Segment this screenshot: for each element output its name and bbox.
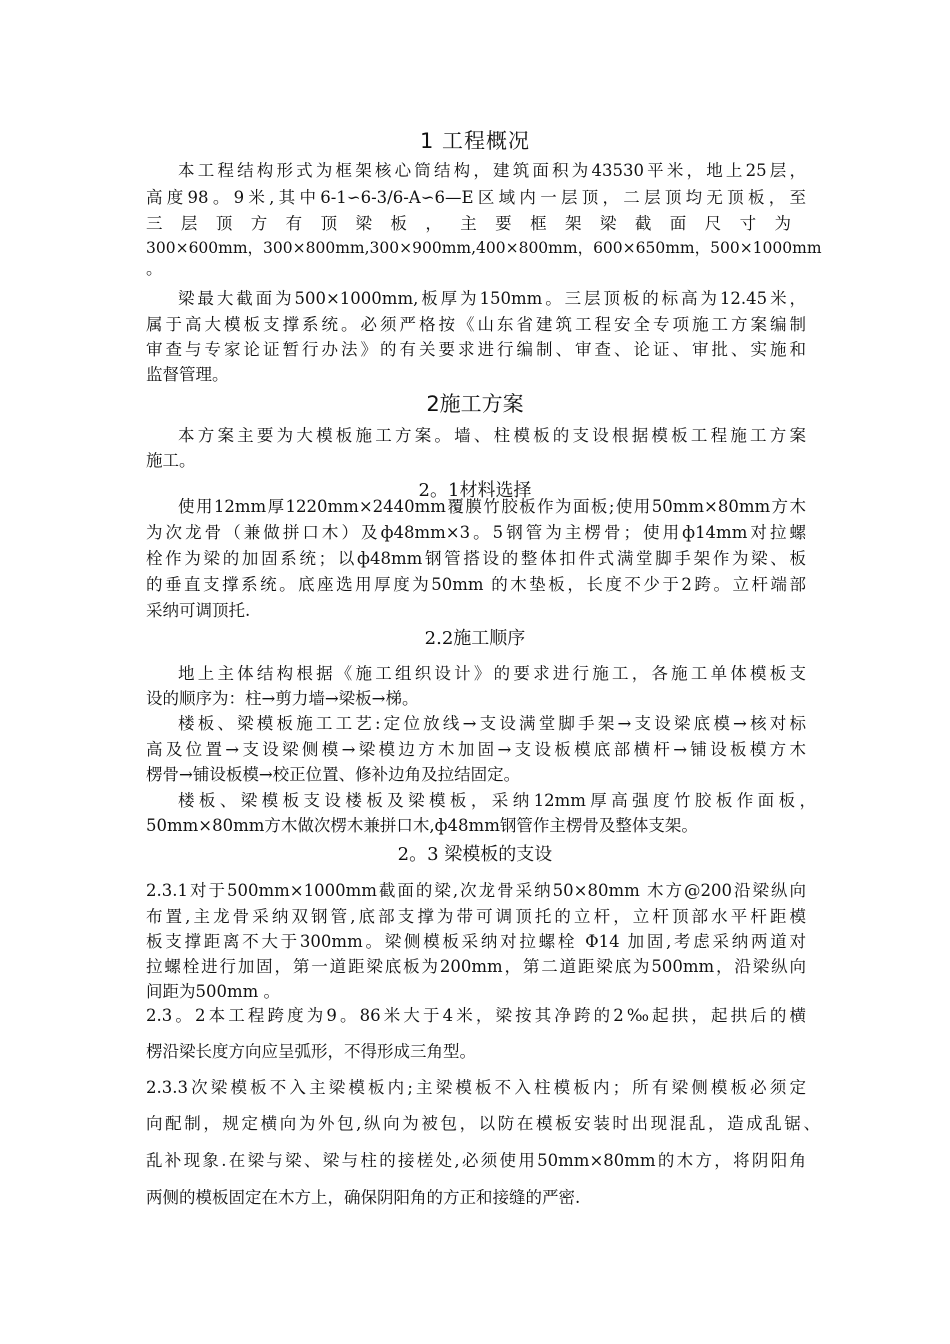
paragraph-line: 地上主体结构根据《施工组织设计》的要求进行施工，各施工单体模板支	[178, 664, 806, 683]
section-2-3-title: 2。3 梁模板的支设	[397, 844, 553, 865]
paragraph-line: 为次龙骨（兼做拼口木）及ф48mm×3。5钢管为主楞骨；使用ф14mm对拉螺	[146, 523, 806, 542]
section-2-2-title: 2.2施工顺序	[424, 628, 526, 649]
paragraph-line: 施工。	[146, 451, 196, 470]
paragraph-line: 监督管理。	[146, 365, 229, 384]
paragraph-line: 2.3。2本工程跨度为9。86米大于4米，梁按其净跨的2‰起拱，起拱后的横	[146, 1006, 806, 1025]
paragraph-line: 本工程结构形式为框架核心筒结构，建筑面积为43530平米，地上25层，	[178, 161, 806, 180]
paragraph-line: 楞骨→铺设板模→校正位置、修补边角及拉结固定。	[146, 765, 521, 784]
paragraph-line: 50mm×80mm方木做次楞木兼拼口木,ф48mm钢管作主楞骨及整体支架。	[146, 816, 698, 835]
paragraph-line: 两侧的模板固定在木方上，确保阴阳角的方正和接缝的严密.	[146, 1188, 581, 1207]
paragraph-line: 梁最大截面为500×1000mm,板厚为150mm。三层顶板的标高为12.45米，	[178, 289, 806, 308]
paragraph-line: 2.3.3次梁模板不入主梁模板内;主梁模板不入柱模板内；所有梁侧模板必须定	[146, 1078, 806, 1097]
paragraph-line: 本方案主要为大模板施工方案。墙、柱模板的支设根据模板工程施工方案	[178, 426, 806, 445]
section-2-1-title: 2。1材料选择	[418, 480, 532, 501]
paragraph-line: 楼板、梁模板施工工艺:定位放线→支设满堂脚手架→支设梁底模→核对标	[178, 714, 806, 733]
paragraph-line: 间距为500mm 。	[146, 982, 281, 1001]
paragraph-line: 的垂直支撑系统。底座选用厚度为50mm 的木垫板，长度不少于2跨。立杆端部	[146, 575, 806, 594]
paragraph-line: 使用12mm厚1220mm×2440mm覆膜竹胶板作为面板;使用50mm×80mm方木	[178, 497, 806, 516]
paragraph-line: 设的顺序为：柱→剪力墙→梁板→梯。	[146, 689, 419, 708]
paragraph-line: 2.3.1对于500mm×1000mm截面的梁,次龙骨采纳50×80mm 木方@200沿梁纵向	[146, 881, 806, 900]
paragraph-line: 拉螺栓进行加固，第一道距梁底板为200mm，第二道距梁底为500mm，沿梁纵向	[146, 957, 806, 976]
section-1-title: 1 工程概况	[419, 129, 531, 153]
paragraph-line: 属于高大模板支撑系统。必须严格按《山东省建筑工程安全专项施工方案编制	[146, 315, 806, 334]
paragraph-line: 高度98。9米,其中6-1∽6-3/6-A∽6—E区域内一层顶，二层顶均无顶板，至	[146, 188, 806, 207]
paragraph-line: 三层顶方有顶梁板，主要框架梁截面尺寸为	[146, 214, 806, 233]
paragraph-line: 楼板、梁模板支设楼板及梁模板，采纳12mm厚高强度竹胶板作面板，	[178, 791, 816, 810]
paragraph-line: 采纳可调顶托.	[146, 601, 251, 620]
paragraph-line: 300×600mm，300×800mm,300×900mm,400×800mm，600×650mm，500×1000mm	[146, 239, 822, 257]
paragraph-line: 高及位置→支设梁侧模→梁模边方木加固→支设板模底部横杆→铺设板模方木	[146, 740, 806, 759]
paragraph-line: 栓作为梁的加固系统；以ф48mm钢管搭设的整体扣件式满堂脚手架作为梁、板	[146, 549, 806, 568]
paragraph-line: 板支撑距离不大于300mm。梁侧模板采纳对拉螺栓 Φ14 加固,考虑采纳两道对	[146, 932, 806, 951]
paragraph-line: 楞沿梁长度方向应呈弧形，不得形成三角型。	[146, 1042, 476, 1061]
paragraph-line: 布置,主龙骨采纳双钢管,底部支撑为带可调顶托的立杆，立杆顶部水平杆距模	[146, 907, 806, 926]
paragraph-line: 向配制，规定横向为外包,纵向为被包，以防在模板安装时出现混乱，造成乱锯、	[146, 1114, 820, 1133]
paragraph-line: 。	[146, 259, 163, 278]
paragraph-line: 乱补现象.在梁与梁、梁与柱的接槎处,必须使用50mm×80mm的木方，将阴阳角	[146, 1151, 806, 1170]
section-2-title: 2施工方案	[426, 392, 524, 416]
paragraph-line: 审查与专家论证暂行办法》的有关要求进行编制、审查、论证、审批、实施和	[146, 340, 806, 359]
